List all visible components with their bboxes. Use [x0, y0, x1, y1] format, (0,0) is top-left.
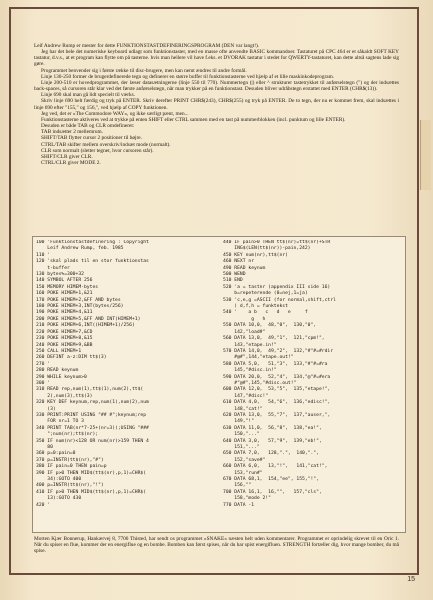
code-line: 620 DATA 13,0, 55,"7", 137,"auser,", [223, 412, 331, 418]
code-line: 156,"" [223, 483, 252, 489]
code-line: 460 NEXT nr [223, 259, 255, 265]
program-listing [32, 236, 406, 533]
code-line: 340 PRINT TAB(nr*7-25+(nr=3));USING "### [36, 425, 149, 431]
code-line: 220 POKE HIMEM+7,&CD [36, 329, 93, 335]
code-line: 380 IF pain=0 THEN pain=p [36, 464, 107, 470]
code-line: FOR nr=1 TO 3 [36, 419, 84, 425]
code-line: ING$(LEN(tt$(nr))-pain,242) [223, 246, 311, 252]
footer-article [34, 536, 399, 554]
code-line: 200 POKE HIMEM+5,&FF AND INT(HIMEM+1) [36, 316, 141, 322]
code-line: 630 DATA 11,0, 56,"8", 138,"ea!", [223, 425, 322, 431]
code-line: ) d,f,h = funktekst [223, 304, 288, 310]
code-line: 590 DATA 20,0, 52,"4", 134,"@"#=#era [223, 374, 331, 380]
code-line: 2),num(3),tt$(3) [36, 393, 93, 399]
list-item: CLR som normalt (sletter tegnet, hvor cursoren står). [41, 147, 154, 154]
code-line: 500 WEND [223, 272, 246, 278]
code-line: 700 DATA 16,1, 16,"", 157,"cls", [223, 489, 322, 495]
page-edge-tab [420, 120, 431, 190]
article-paragraph: Linje 130-250 former de brugerdefinerede tegn og definerer en større buffer til funktionstasterne ved hjælp af et lille maskinkodeprogram. [41, 73, 335, 80]
code-line: 230 POKE HIMEM+8,&15 [36, 336, 93, 342]
code-line: 80 [36, 445, 53, 450]
code-line: 390 IF p>0 THEN MID$(tt$(nr),p,1)=CHR$( [36, 470, 147, 476]
page-number: 15 [407, 576, 415, 583]
article-paragraph: Funktionstasterne aktiveres ved at trykke på enten SHIFT eller CTRL sammen med en tast på nummerblokken (incl. punktum og lille ENTER). [41, 116, 346, 123]
code-line: 640 DATA 3,0, 57,"9", 139,"eb!", [223, 438, 322, 444]
listing-column-right [223, 240, 403, 509]
code-line: 540 ' a b c d e f [223, 310, 308, 316]
code-line: 152,"save#" [223, 457, 266, 463]
code-line: 670 DATA 68,1, 154,"ee", 155,"!", [223, 477, 319, 483]
code-line: 530 'c,e,g =ASCII (for normal,shift,ctrl [223, 297, 336, 303]
code-line: 350 IF num(nr)<128 OR num(nr)>159 THEN 4 [36, 438, 149, 444]
code-line: 600 DATA 12,0, 53,"5", 135,"etape!", [223, 387, 331, 393]
code-line: 450 KEY num(nr),tt$(nr) [223, 252, 288, 258]
code-line: 320 KEY DEF keynum,rep,num(1),num(2),num [36, 400, 149, 406]
code-line: 490 READ keynum [223, 265, 266, 271]
code-line: (3) [36, 406, 56, 412]
code-line: 410 IF p>0 THEN MID$(tt$(nr),p,1)=CHR$( [36, 489, 147, 495]
code-line: 151,"..." [223, 445, 260, 450]
list-item: SHIFT/CLR giver CLR. [41, 153, 93, 160]
code-line: 143,"etape.in!" [223, 342, 277, 348]
list-item: TAB indsætter 2 mellemrum. [41, 129, 103, 136]
code-line: 280 READ keynum [36, 368, 79, 374]
article-paragraph: Skriv linje 690 helt færdig og tryk på ENTER. Skriv derefter PRINT CHR$(243), CHR$(255) og tryk på ENTER. De to tegn, der nu er kommet frem, skal indsættes i linje 690 efter "155," og 156,", ved hjælp af COPY funktionen. [34, 98, 399, 111]
code-line: 180 POKE HIMEM+3,INT(bytes/256) [36, 304, 124, 310]
code-line: 150,"..." [223, 432, 260, 438]
code-line: 190 POKE HIMEM+4,&11 [36, 310, 93, 316]
article-paragraph: Linje 690 skal man gå lidt specielt til værks. [41, 92, 136, 99]
code-line: 610 DATA 4,0, 54,"6", 136,"edisc!", [223, 400, 331, 406]
code-line: 13):GOTO 430 [36, 496, 82, 502]
list-item: CTRL/TAB skifter mellem overskriv/indsæt mode (normalt). [41, 141, 171, 148]
article-paragraph: Desuden er både TAB og CLR omdefineret: [41, 123, 135, 130]
code-line: ";num(nr);tt$(nr); [36, 432, 99, 438]
footer-paragraph: Morten Kjær Bonnerup, Hankærvej 8, 7700 Thisted, har sendt os programmet »SNAKE« næsten helt uden kommentarer. Programmet er oprindelig skrevet til en Oric 1. Når du spiser en flue, kommer der en energiflue og en bombe. Bomben kan først spises, når du har spist energifluen. STRENGTH fortæller dig, hvor mange bomber, du må spise. [34, 536, 399, 555]
code-line: 158,"mode 2!" [223, 496, 271, 502]
code-line: 270 ' [36, 361, 51, 367]
code-line: 660 DATA 6,0, 13,"!", 141,"cat!", [223, 464, 328, 470]
code-line: #@#",144,"etape.out!" [223, 355, 294, 361]
code-line: 34):GOTO 400 [36, 477, 82, 483]
code-line: 110 ' [36, 252, 51, 258]
article-body [34, 43, 399, 166]
code-line: t-buffer [36, 265, 70, 271]
code-line: 145,"#disc.in!" [223, 368, 277, 374]
article-paragraph: Linje 200-510 er hovedprogrammet, der læser datasætningerne (linje 550 til 770). Nummertegn (|) eller ^ strukturer tastetrykket til anførselstegn (") og der indsættes back-spaces, så cursoren står klar ved det første anførselstegn, når man trykker på en funktionstast. Desuden bliver udråbstegn erstattet med ENTER (CHR$(13)). [34, 79, 399, 93]
code-line: 130 bytes%=300+32 [36, 272, 84, 278]
code-line: 560 DATA 13,0, 49,"1", 121,"cpm!", [223, 336, 325, 342]
code-line: 360 p=0:pain=0 [36, 451, 76, 457]
code-line: 148,"cat!" [223, 406, 263, 412]
code-line: b=repeterende (0=nej,1=ja) [223, 291, 308, 297]
code-line: 370 p=INSTR(tt$(nr),"#") [36, 457, 104, 463]
code-line: 153,"run#" [223, 470, 263, 476]
intro-paragraph: Leif Andrew Rump er mester for dette FUNKTIONSTASTDEFINERINGSPROGRAM (DEN var langt!). [34, 43, 260, 49]
code-line: 650 DATA 7,0, 128,".", 140,".", [223, 451, 319, 457]
code-line: 300 ' [36, 380, 51, 386]
article-paragraph: Programmet benvender sig i første række til disc-brugere, men kan nemt ændres til andre formål. [41, 67, 247, 74]
code-line: 240 POKE HIMEM+9,&BB [36, 342, 93, 348]
list-item: CTRL/CLR giver MODE 2. [41, 159, 101, 166]
code-line: 260 DEFINT a-z:DIM tt$(3) [36, 355, 107, 361]
code-line: 420 ' [36, 502, 51, 508]
code-line: 440 IF pain>0 THEN tt$(nr)=tt$(nr)+STR [223, 240, 331, 245]
code-line: 149,"!" [223, 419, 255, 425]
code-line: 520 'a = tastnr (appendix III side 16) [223, 284, 331, 290]
code-line: 160 POKE HIMEM+1,&21 [36, 291, 93, 297]
code-line: 570 DATA 14,0, 49,"2", 132,"#"#=#rdir [223, 348, 334, 354]
code-line: #"@#",145,"#disc.out!" [223, 380, 297, 386]
code-line: 140 SYMBOL AFTER 256 [36, 278, 93, 284]
code-line: 770 DATA -1 [223, 502, 255, 508]
code-line: 120 'skal plads til en stor funktionstas [36, 259, 149, 265]
code-line: 142,"load#" [223, 329, 266, 335]
code-line: 510 END [223, 278, 243, 284]
code-line: 330 PRINT:PRINT USING "## #";keynum;rep [36, 412, 147, 418]
listing-column-left [36, 240, 216, 509]
code-line: Leif Andrew Rump, feb. 1985 [36, 246, 124, 252]
code-line: 210 POKE HIMEM+6,INT((HIMEM+1)/256) [36, 323, 135, 329]
article-paragraph: Jeg ved, det er »The Commodore WAY«, og ikke særligt pænt, men... [41, 110, 189, 117]
code-line: 100 'Funktionstastdefinering : Copyright [36, 240, 149, 245]
code-line: 250 CALL HIMEM+1 [36, 348, 82, 354]
code-line: 290 WHILE keynum>0 [36, 374, 87, 380]
code-line: 170 POKE HIMEM+2,&FF AND bytes [36, 297, 121, 303]
code-line: 310 READ rep,num(1),tt$(1),num(2),tt$( [36, 387, 144, 393]
code-line: 550 DATA 10,0, 48,"0", 130,"0", [223, 323, 317, 329]
code-line: 150 MEMORY HIMEM-bytes [36, 284, 99, 290]
code-line: 400 p=INSTR(tt$(nr),"!") [36, 483, 104, 489]
list-item: SHIFT/TAB flytter cursor 2 positioner til højre. [41, 135, 142, 142]
code-line: 580 DATA 5,0, 51,"3", 133,"#"#=#ra [223, 361, 328, 367]
code-line: g h [223, 316, 266, 322]
code-line: 147,"#disc!" [223, 393, 269, 399]
article-paragraph: Jeg har det hele det numeriske keyboard udlagt som funktionstaster, med en masse ofte anvendte BASIC kommandoer. Tastaturet på CPC 464 er et såkaldt SOFT KEY tastatur, d.v.s., at et program kan flytte om på tasterne. hvis man hellere vil have f.eks. et DVORAK tastatur i stedet for QWERTY-tastaturet, kan dette altså sagtens lade sig gøre. [34, 49, 399, 68]
